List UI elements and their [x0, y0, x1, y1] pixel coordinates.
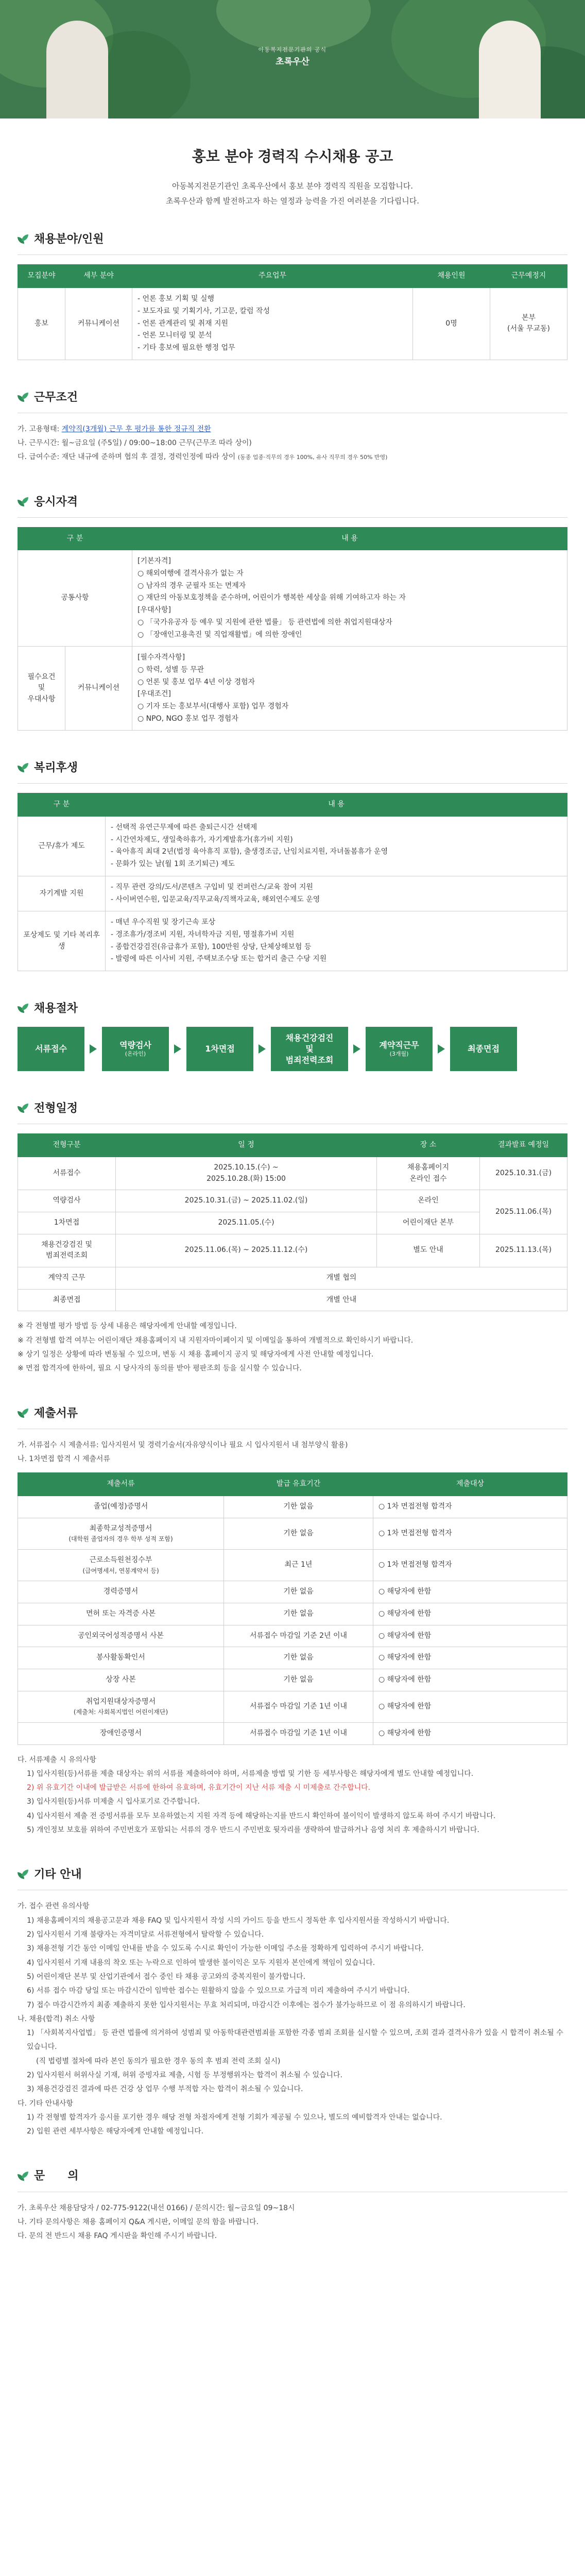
step-sub: (3개월) — [389, 1050, 409, 1058]
duties-cell — [132, 288, 413, 360]
table-header: 제출대상 — [373, 1473, 567, 1496]
table-cell: 별도 안내 — [377, 1234, 480, 1267]
section-title: 복리후생 — [34, 761, 78, 775]
section-heading — [18, 494, 567, 511]
note-line: 3) 채용전형 기간 동안 이메일 안내를 받을 수 있도록 수시로 확인이 가능한 이메일 주소를 정확하게 입력하여 주시기 바랍니다. — [27, 1944, 424, 1953]
list-item: ○ 재단의 아동보호정책을 준수하며, 어린이가 행복한 세상을 위해 기여하고자 하는 자 — [137, 594, 406, 602]
divider — [18, 517, 567, 518]
table-cell: 2025.11.06.(목) — [480, 1190, 567, 1234]
section-title: 근무조건 — [34, 391, 78, 404]
process-step — [186, 1027, 253, 1071]
table-cell — [18, 1691, 224, 1722]
condition-line: 다. 급여수준: 재단 내규에 준하며 협의 후 결정, 경력인정에 따라 상이 — [18, 453, 236, 462]
logo — [259, 45, 326, 69]
note-line: ※ 각 전형별 합격 여부는 어린이재단 채용홈페이지 내 지원자마이페이지 및 이메일을 통하여 개별적으로 확인하시기 바랍니다. — [18, 1336, 414, 1345]
table-header: 채용인원 — [413, 265, 490, 288]
note-line: 1) 각 전형별 합격자가 응시를 포기한 경우 해당 전형 차점자에게 전형 기회가 제공될 수 있으나, 별도의 예비합격자 안내는 없습니다. — [27, 2113, 442, 2122]
note-line: 2) 입사지원서 기재 불량자는 자격미달로 서류전형에서 탈락할 수 있습니다. — [27, 1930, 264, 1939]
table-cell: 채용홈페이지 온라인 접수 — [377, 1157, 480, 1190]
note-line: 7) 접수 마감시간까지 최종 제출하지 못한 입사지원서는 무효 처리되며, 마감시간 이후에는 접수가 불가능하므로 이 점 유의하시기 바랍니다. — [27, 2001, 466, 2009]
note-line: 5) 어린이재단 본부 및 산업기관에서 접수 중인 타 채용 공고와의 중복지원이 불가합니다. — [27, 1972, 306, 1981]
leaf-icon — [18, 1003, 29, 1014]
intro-line: 초록우산과 함께 발전하고자 하는 열정과 능력을 가진 여러분을 기다립니다. — [165, 196, 420, 206]
table-cell — [106, 817, 567, 876]
table-cell — [18, 1722, 224, 1744]
section-qualifications — [18, 494, 567, 731]
table-cell — [490, 288, 567, 360]
leaf-icon — [18, 392, 29, 403]
note-title: 다. 서류제출 시 유의사항 — [18, 1755, 97, 1764]
doc-name: 공인외국어성적증명서 사본 — [78, 1631, 164, 1640]
condition-note: (동종 업종·직무의 경우 100%, 유사 직무의 경우 50% 반영) — [237, 454, 388, 461]
table-cell: 2025.11.06.(목) ~ 2025.11.12.(수) — [116, 1234, 377, 1267]
table-cell — [18, 1496, 224, 1518]
list-item: - 직무 관련 강의/도서/콘텐츠 구입비 및 컨퍼런스/교육 참여 지원 — [111, 883, 313, 891]
table-row — [18, 1647, 567, 1669]
list-item: - 경조휴가/경조비 지원, 자녀학자금 지원, 명절휴가비 지원 — [111, 930, 295, 939]
table-cell: 공통사항 — [18, 550, 132, 647]
table-cell: 최종면접 — [18, 1289, 116, 1311]
process-step — [366, 1027, 433, 1071]
benefits-table — [18, 793, 567, 971]
table-cell — [18, 1625, 224, 1647]
table-cell: 기한 없음 — [224, 1518, 373, 1549]
table-cell: 서류접수 — [18, 1157, 116, 1190]
section-heading — [18, 389, 567, 406]
section-title: 기타 안내 — [34, 1868, 82, 1882]
table-cell: 개별 안내 — [116, 1289, 567, 1311]
hero-banner — [0, 0, 585, 118]
table-header: 제출서류 — [18, 1473, 224, 1496]
arrow-right-icon — [438, 1044, 445, 1054]
cell-text: 및 — [38, 684, 45, 692]
list-item: - 기타 홍보에 필요한 행정 업무 — [137, 343, 235, 352]
logo-name: 초록우산 — [276, 57, 309, 67]
cell-text: 필수요건 — [27, 672, 56, 681]
step-label: 1차면접 — [205, 1044, 235, 1054]
table-header: 발급 유효기간 — [224, 1473, 373, 1496]
table-cell — [132, 550, 567, 647]
section-title: 문 의 — [34, 2170, 79, 2183]
section-title: 응시자격 — [34, 495, 78, 509]
table-cell: ○ 해당자에 한함 — [373, 1625, 567, 1647]
leaf-icon — [18, 1103, 29, 1114]
table-header: 내 용 — [132, 527, 567, 550]
step-label: 역량검사 — [119, 1040, 151, 1050]
documents-table — [18, 1472, 567, 1744]
table-cell — [106, 876, 567, 911]
note-line: 1) 「사회복지사업법」 등 관련 법률에 의거하여 성범죄 및 아동학대관련범죄를 포함한 각종 범죄 조회를 실시할 수 있으며, 조회 결과 결격사유가 있을 시 합격이 취소될 수 있습니다. — [27, 2029, 563, 2052]
list-item: - 문화가 있는 날(월 1회 조기퇴근) 제도 — [111, 860, 235, 869]
table-cell: 최근 1년 — [224, 1549, 373, 1581]
doc-name: 상장 사본 — [106, 1675, 136, 1684]
list-item: ○ 「장애인고용촉진 및 직업재활법」에 의한 장애인 — [137, 630, 302, 639]
table-cell — [132, 647, 567, 731]
table-cell: 어린이재단 본부 — [377, 1212, 480, 1234]
note-line: 3) 채용건강검진 결과에 따른 건강 상 업무 수행 부적합 자는 합격이 취소될 수 있습니다. — [27, 2085, 303, 2094]
list-item: - 언론 모니터링 및 분석 — [137, 331, 212, 340]
table-cell: ○ 1차 면접전형 합격자 — [373, 1549, 567, 1581]
table-row — [18, 1549, 567, 1581]
note-line: 6) 서류 접수 마감 당일 또는 마감시간이 임박한 접수는 원활하지 않을 수 있으므로 가급적 미리 제출하여 주시기 바랍니다. — [27, 1987, 410, 1995]
table-cell: ○ 해당자에 한함 — [373, 1603, 567, 1625]
schedule-table — [18, 1133, 567, 1311]
note-line: 4) 입사지원서 제출 전 증빙서류를 모두 보유하였는지 지원 자격 등에 해당하는지를 반드시 확인하여 불이익이 발생하지 않도록 하여 주시기 바랍니다. — [27, 1811, 496, 1820]
table-cell: 계약직 근무 — [18, 1267, 116, 1289]
list-item: [우대조건] — [137, 690, 171, 699]
table-cell: 개별 협의 — [116, 1267, 567, 1289]
table-cell: 기한 없음 — [224, 1603, 373, 1625]
documents-notes — [18, 1753, 567, 1838]
note-title: 나. 채용(합격) 취소 사항 — [18, 2014, 95, 2023]
list-item: - 언론 홍보 기획 및 실행 — [137, 295, 215, 303]
doc-name: 장애인증명서 — [99, 1728, 142, 1737]
doc-name: 면허 또는 자격증 사본 — [85, 1609, 156, 1618]
doc-name: 근로소득원천징수부 — [89, 1555, 152, 1564]
note-title: 다. 기타 안내사항 — [18, 2099, 74, 2108]
intro — [0, 179, 585, 208]
note-line: (직 법령별 절차에 따라 본인 동의가 필요한 경우 동의 후 범죄 전력 조회 실시) — [36, 2057, 281, 2065]
other-info-text — [18, 1900, 567, 2139]
list-item: [기본자격] — [137, 557, 171, 566]
page-title: 홍보 분야 경력직 수시채용 공고 — [192, 148, 393, 165]
leaf-icon — [18, 1869, 29, 1880]
doc-note: (제출처: 사회복지법인 어린이재단) — [73, 1708, 168, 1716]
section-heading — [18, 1000, 567, 1018]
table-cell: ○ 해당자에 한함 — [373, 1722, 567, 1744]
list-item: ○ 학력, 성별 등 무관 — [137, 665, 204, 674]
cell-text: 우대사항 — [27, 695, 56, 704]
leaf-icon — [18, 234, 29, 245]
list-item: - 발령에 따른 이사비 지원, 주택보조수당 또는 합거리 출근 수당 지원 — [111, 955, 327, 963]
section-title: 채용분야/인원 — [34, 233, 104, 246]
list-item: [필수자격사항] — [137, 653, 185, 662]
note-line: 1) 입사지원(등)서류를 제출 대상자는 위의 서류를 제출하여야 하며, 서류제출 방법 및 기한 등 세부사항은 해당자에게 별도 안내할 예정입니다. — [27, 1769, 474, 1778]
table-row — [18, 1625, 567, 1647]
leaf-icon — [18, 2171, 29, 2182]
divider — [18, 783, 567, 784]
section-heading — [18, 759, 567, 777]
leaf-icon — [18, 1408, 29, 1419]
section-other-info — [18, 1866, 567, 2139]
table-cell: 2025.10.15.(수) ~ 2025.10.28.(화) 15:00 — [116, 1157, 377, 1190]
note-line: 나. 1차면접 합격 시 제출서류 — [18, 1454, 110, 1463]
note-line: 5) 개인정보 보호를 위하여 주민번호가 포함되는 서류의 경우 반드시 주민번호 뒷자리를 생략하여 발급하거나 음영 처리 후 제출하시기 바랍니다. — [27, 1826, 479, 1835]
step-label: 최종면접 — [468, 1044, 500, 1054]
table-cell — [106, 911, 567, 971]
doc-name: 경력증명서 — [103, 1587, 139, 1596]
table-cell — [18, 1518, 224, 1549]
table-row — [18, 1581, 567, 1603]
table-row — [18, 1496, 567, 1518]
doc-name: 취업지원대상자증명서 — [85, 1697, 156, 1706]
table-row — [18, 1669, 567, 1691]
table-cell: 근무/휴가 제도 — [18, 817, 106, 876]
table-cell: 기한 없음 — [224, 1581, 373, 1603]
note-line: 2) 입사지원서 허위사실 기재, 허위 증빙자료 제출, 시험 등 부정행위자는 합격이 취소될 수 있습니다. — [27, 2071, 343, 2079]
arrow-right-icon — [174, 1044, 181, 1054]
place-text: 본부 — [521, 313, 536, 322]
section-process — [18, 1000, 567, 1071]
note-line: ※ 면접 합격자에 한하여, 필요 시 당사자의 동의를 받아 평판조회 등을 실시할 수 있습니다. — [18, 1364, 302, 1373]
note-line: 가. 서류접수 시 제출서류: 입사지원서 및 경력기술서(자유양식이나 필요 시 입사지원서 내 첨부양식 활용) — [18, 1440, 348, 1449]
table-cell: 커뮤니케이션 — [65, 288, 132, 360]
place-text: (서울 무교동) — [507, 325, 550, 333]
list-item: ○ 언론 및 홍보 업무 4년 이상 경험자 — [137, 677, 255, 686]
note-line: ※ 각 전형별 평가 방법 등 상세 내용은 해당자에게 안내할 예정입니다. — [18, 1322, 237, 1331]
step-sub: (온라인) — [125, 1050, 146, 1058]
documents-intro — [18, 1438, 567, 1467]
table-cell: 서류접수 마감일 기준 2년 이내 — [224, 1625, 373, 1647]
process-step — [271, 1027, 348, 1071]
section-title: 제출서류 — [34, 1406, 78, 1420]
table-row — [18, 1603, 567, 1625]
section-schedule — [18, 1100, 567, 1376]
table-cell — [18, 1669, 224, 1691]
table-cell — [18, 1647, 224, 1669]
table-cell — [18, 1549, 224, 1581]
list-item: - 시간연차제도, 생일축하휴가, 자기계발휴가(휴가비 지원) — [111, 835, 293, 844]
table-cell: 홍보 — [18, 288, 65, 360]
list-item: ○ 남자의 경우 군필자 또는 면제자 — [137, 581, 246, 590]
child-photo — [479, 21, 541, 118]
table-row — [18, 1518, 567, 1549]
leaf-icon — [18, 762, 29, 774]
list-item: - 육아휴직 최대 2년(법정 육아휴직 포함), 출생경조금, 난임치료지원, 자녀돌봄휴가 운영 — [111, 848, 388, 856]
list-item: - 보도자료 및 기획기사, 기고문, 칼럼 작성 — [137, 307, 270, 315]
note-line: 3) 입사지원(등)서류 미제출 시 입사포기로 간주합니다. — [27, 1798, 200, 1806]
table-cell: ○ 해당자에 한함 — [373, 1581, 567, 1603]
conditions-text — [18, 422, 567, 465]
list-item: - 선택적 유연근무제에 따른 출퇴근시간 선택제 — [111, 823, 257, 832]
list-item: - 언론 관계관리 및 취재 지원 — [137, 319, 229, 328]
doc-name: 최종학교성적증명서 — [89, 1524, 152, 1533]
table-cell: 기한 없음 — [224, 1669, 373, 1691]
process-flow — [18, 1027, 567, 1071]
arrow-right-icon — [353, 1044, 360, 1054]
condition-line: 나. 근무시간: 월~금요일 (주5일) / 09:00~18:00 근무(근무조 따라 상이) — [18, 439, 252, 447]
contact-text — [18, 2201, 567, 2244]
section-conditions — [18, 389, 567, 465]
table-cell: 커뮤니케이션 — [65, 647, 132, 731]
condition-label: 가. 고용형태: — [18, 425, 62, 433]
table-cell: ○ 해당자에 한함 — [373, 1669, 567, 1691]
section-heading — [18, 2167, 567, 2185]
table-header: 모집분야 — [18, 265, 65, 288]
section-title: 전형일정 — [34, 1102, 78, 1115]
note-line: 1) 채용홈페이지의 채용공고문과 채용 FAQ 및 입사지원서 작성 시의 가이드 등을 반드시 정독한 후 입사지원서를 작성하시기 바랍니다. — [27, 1916, 450, 1925]
table-header: 구 분 — [18, 793, 106, 817]
qualifications-table — [18, 527, 567, 731]
table-cell: 서류접수 마감일 기준 1년 이내 — [224, 1722, 373, 1744]
table-header: 결과발표 예정일 — [480, 1134, 567, 1157]
list-item: ○ NPO, NGO 홍보 업무 경험자 — [137, 714, 238, 723]
table-cell: 포상제도 및 기타 복리후생 — [18, 911, 106, 971]
contact-line: 나. 기타 문의사항은 채용 홈페이지 Q&A 게시판, 이메일 문의 함을 바랍니다. — [18, 2217, 259, 2226]
table-cell — [18, 647, 65, 731]
contact-line: 다. 문의 전 반드시 채용 FAQ 게시판을 확인해 주시기 바랍니다. — [18, 2232, 217, 2241]
table-cell: 기한 없음 — [224, 1496, 373, 1518]
section-documents — [18, 1405, 567, 1838]
process-step — [102, 1027, 169, 1071]
step-label: 채용건강검진 및 범죄전력조회 — [285, 1032, 334, 1065]
list-item: ○ 「국가유공자 등 예우 및 지원에 관한 법률」 등 관련법에 의한 취업지원대상자 — [137, 618, 392, 626]
table-cell: ○ 해당자에 한함 — [373, 1647, 567, 1669]
step-label: 계약직근무 — [379, 1040, 419, 1050]
list-item: - 종합건강검진(유급휴가 포함), 100만원 상당, 단체상해보험 등 — [111, 942, 312, 951]
doc-note: (대학원 졸업자의 경우 학부 성적 포함) — [68, 1535, 173, 1543]
table-cell: 2025.10.31.(금) ~ 2025.11.02.(일) — [116, 1190, 377, 1212]
table-cell: 0명 — [413, 288, 490, 360]
section-contact — [18, 2167, 567, 2243]
table-cell: ○ 1차 면접전형 합격자 — [373, 1518, 567, 1549]
note-line: 2) 위 유효기간 이내에 발급받은 서류에 한하여 유효하며, 유효기간이 지난 서류 제출 시 미제출로 간주합니다. — [27, 1784, 371, 1792]
table-cell: 2025.11.05.(수) — [116, 1212, 377, 1234]
section-title: 채용절차 — [34, 1002, 78, 1015]
child-photo — [46, 21, 108, 118]
arrow-right-icon — [90, 1044, 97, 1054]
table-cell: 역량검사 — [18, 1190, 116, 1212]
contact-line: 가. 초록우산 채용담당자 / 02-775-9122(내선 0166) / 문의시간: 월~금요일 09~18시 — [18, 2204, 295, 2212]
schedule-notes — [18, 1319, 567, 1376]
doc-name: 졸업(예정)증명서 — [93, 1502, 148, 1511]
section-heading — [18, 1405, 567, 1422]
table-row — [18, 1722, 567, 1744]
table-header: 근무예정지 — [490, 265, 567, 288]
leaf-icon — [18, 497, 29, 508]
table-cell: 기한 없음 — [224, 1647, 373, 1669]
table-header: 구 분 — [18, 527, 132, 550]
section-positions — [18, 231, 567, 360]
arrow-right-icon — [259, 1044, 266, 1054]
section-heading — [18, 1100, 567, 1117]
process-step — [18, 1027, 84, 1071]
table-cell: 온라인 — [377, 1190, 480, 1212]
table-header: 장 소 — [377, 1134, 480, 1157]
intro-line: 아동복지전문기관인 초록우산에서 홍보 분야 경력직 직원을 모집합니다. — [171, 181, 414, 191]
table-cell: ○ 1차 면접전형 합격자 — [373, 1496, 567, 1518]
section-heading — [18, 1866, 567, 1884]
list-item: ○ 기자 또는 홍보부서(대행사 포함) 업무 경험자 — [137, 702, 289, 710]
table-header: 세부 분야 — [65, 265, 132, 288]
table-cell: 2025.10.31.(금) — [480, 1157, 567, 1190]
list-item: ○ 해외여행에 결격사유가 없는 자 — [137, 569, 244, 578]
note-line: ※ 상기 일정은 상황에 따라 변동될 수 있으며, 변동 시 채용 홈페이지 공지 및 해당자에게 사전 안내할 예정입니다. — [18, 1350, 374, 1359]
table-cell — [18, 1581, 224, 1603]
section-heading — [18, 231, 567, 248]
positions-table — [18, 264, 567, 360]
process-step — [450, 1027, 517, 1071]
logo-subtitle: 아동복지전문기관의 공식 — [258, 46, 327, 53]
table-header: 전형구분 — [18, 1134, 116, 1157]
note-line: 2) 입원 관련 세부사항은 해당자에게 안내할 예정입니다. — [27, 2127, 204, 2136]
section-benefits — [18, 759, 567, 971]
note-title: 가. 접수 관련 유의사항 — [18, 1902, 90, 1911]
doc-name: 봉사활동확인서 — [96, 1653, 145, 1662]
table-cell: ○ 해당자에 한함 — [373, 1691, 567, 1722]
table-cell: 자기계발 지원 — [18, 876, 106, 911]
list-item: [우대사항] — [137, 606, 171, 615]
table-header: 일 정 — [116, 1134, 377, 1157]
note-line: 4) 입사지원서 기재 내용의 착오 또는 누락으로 인하여 발생한 불이익은 모두 지원자 본인에게 책임이 있습니다. — [27, 1958, 375, 1967]
table-cell: 2025.11.13.(목) — [480, 1234, 567, 1267]
table-header: 주요업무 — [132, 265, 413, 288]
employment-type-link[interactable]: 계약직(3개월) 근무 후 평가를 통한 정규직 전환 — [61, 425, 211, 433]
list-item: - 매년 우수직원 및 장기근속 포상 — [111, 918, 216, 927]
doc-note: (급여명세서, 연봉계약서 등) — [82, 1567, 159, 1574]
table-cell: 1차면접 — [18, 1212, 116, 1234]
list-item: - 사이버연수원, 입문교육/직무교육/직책자교육, 해외연수제도 운영 — [111, 895, 320, 904]
table-cell — [18, 1603, 224, 1625]
table-header: 내 용 — [106, 793, 567, 817]
table-row — [18, 1691, 567, 1722]
table-cell: 채용건강검진 및 범죄전력조회 — [18, 1234, 116, 1267]
step-label: 서류접수 — [35, 1044, 67, 1054]
table-cell: 서류접수 마감일 기준 1년 이내 — [224, 1691, 373, 1722]
